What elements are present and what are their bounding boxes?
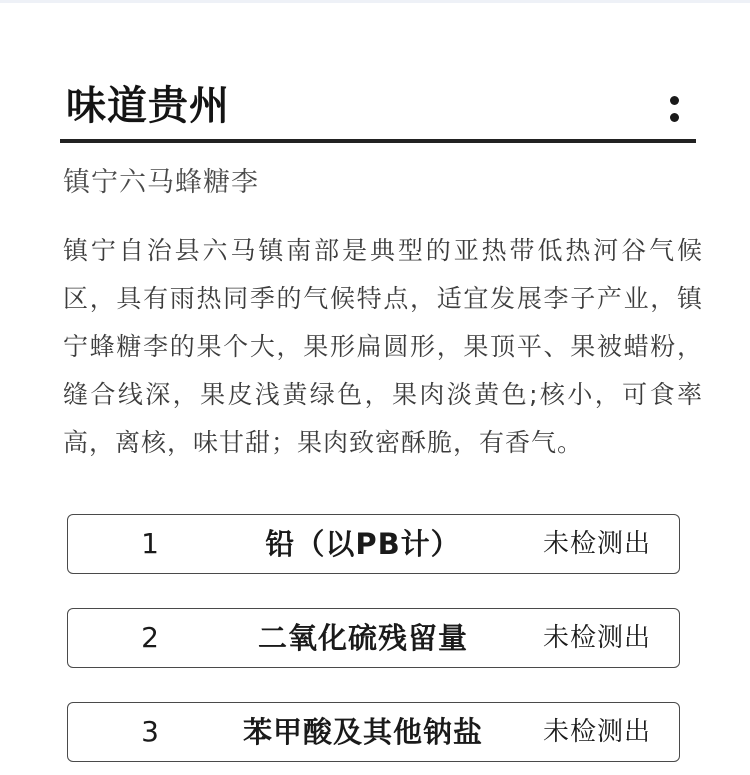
header [66, 80, 696, 136]
page-title: 味道贵州 [66, 83, 230, 129]
test-item-name: 苯甲酸及其他钠盐 [242, 715, 483, 749]
test-item-name: 二氧化硫残留量 [257, 621, 468, 655]
menu-dot [670, 96, 679, 105]
row-index: 2 [141, 621, 159, 654]
test-result-value: 未检测出 [542, 529, 651, 559]
test-results-list [67, 514, 682, 775]
menu-dot [670, 113, 679, 122]
row-index: 3 [141, 715, 159, 748]
test-item-name: 铅（以PB计） [265, 527, 461, 561]
product-description: 镇宁自治县六马镇南部是典型的亚热带低热河谷气候区，具有雨热同季的气候特点，适宜发展李子产业，镇宁蜂糖李的果个大，果形扁圆形，果顶平、果被蜡粉，缝合线深，果皮浅黄绿色，果肉淡黄色;核小，可食率高，离核，味甘甜；果肉致密酥脆，有香气。 [63, 236, 703, 457]
test-result-row [67, 702, 680, 762]
header-divider [60, 139, 696, 143]
product-name: 镇宁六马蜂糖李 [63, 167, 259, 198]
more-vertical-icon[interactable] [670, 94, 680, 124]
test-result-row [67, 608, 680, 668]
row-index: 1 [141, 527, 159, 560]
top-strip [0, 0, 750, 3]
test-result-row [67, 514, 680, 574]
test-result-value: 未检测出 [542, 717, 651, 747]
test-result-value: 未检测出 [542, 623, 651, 653]
